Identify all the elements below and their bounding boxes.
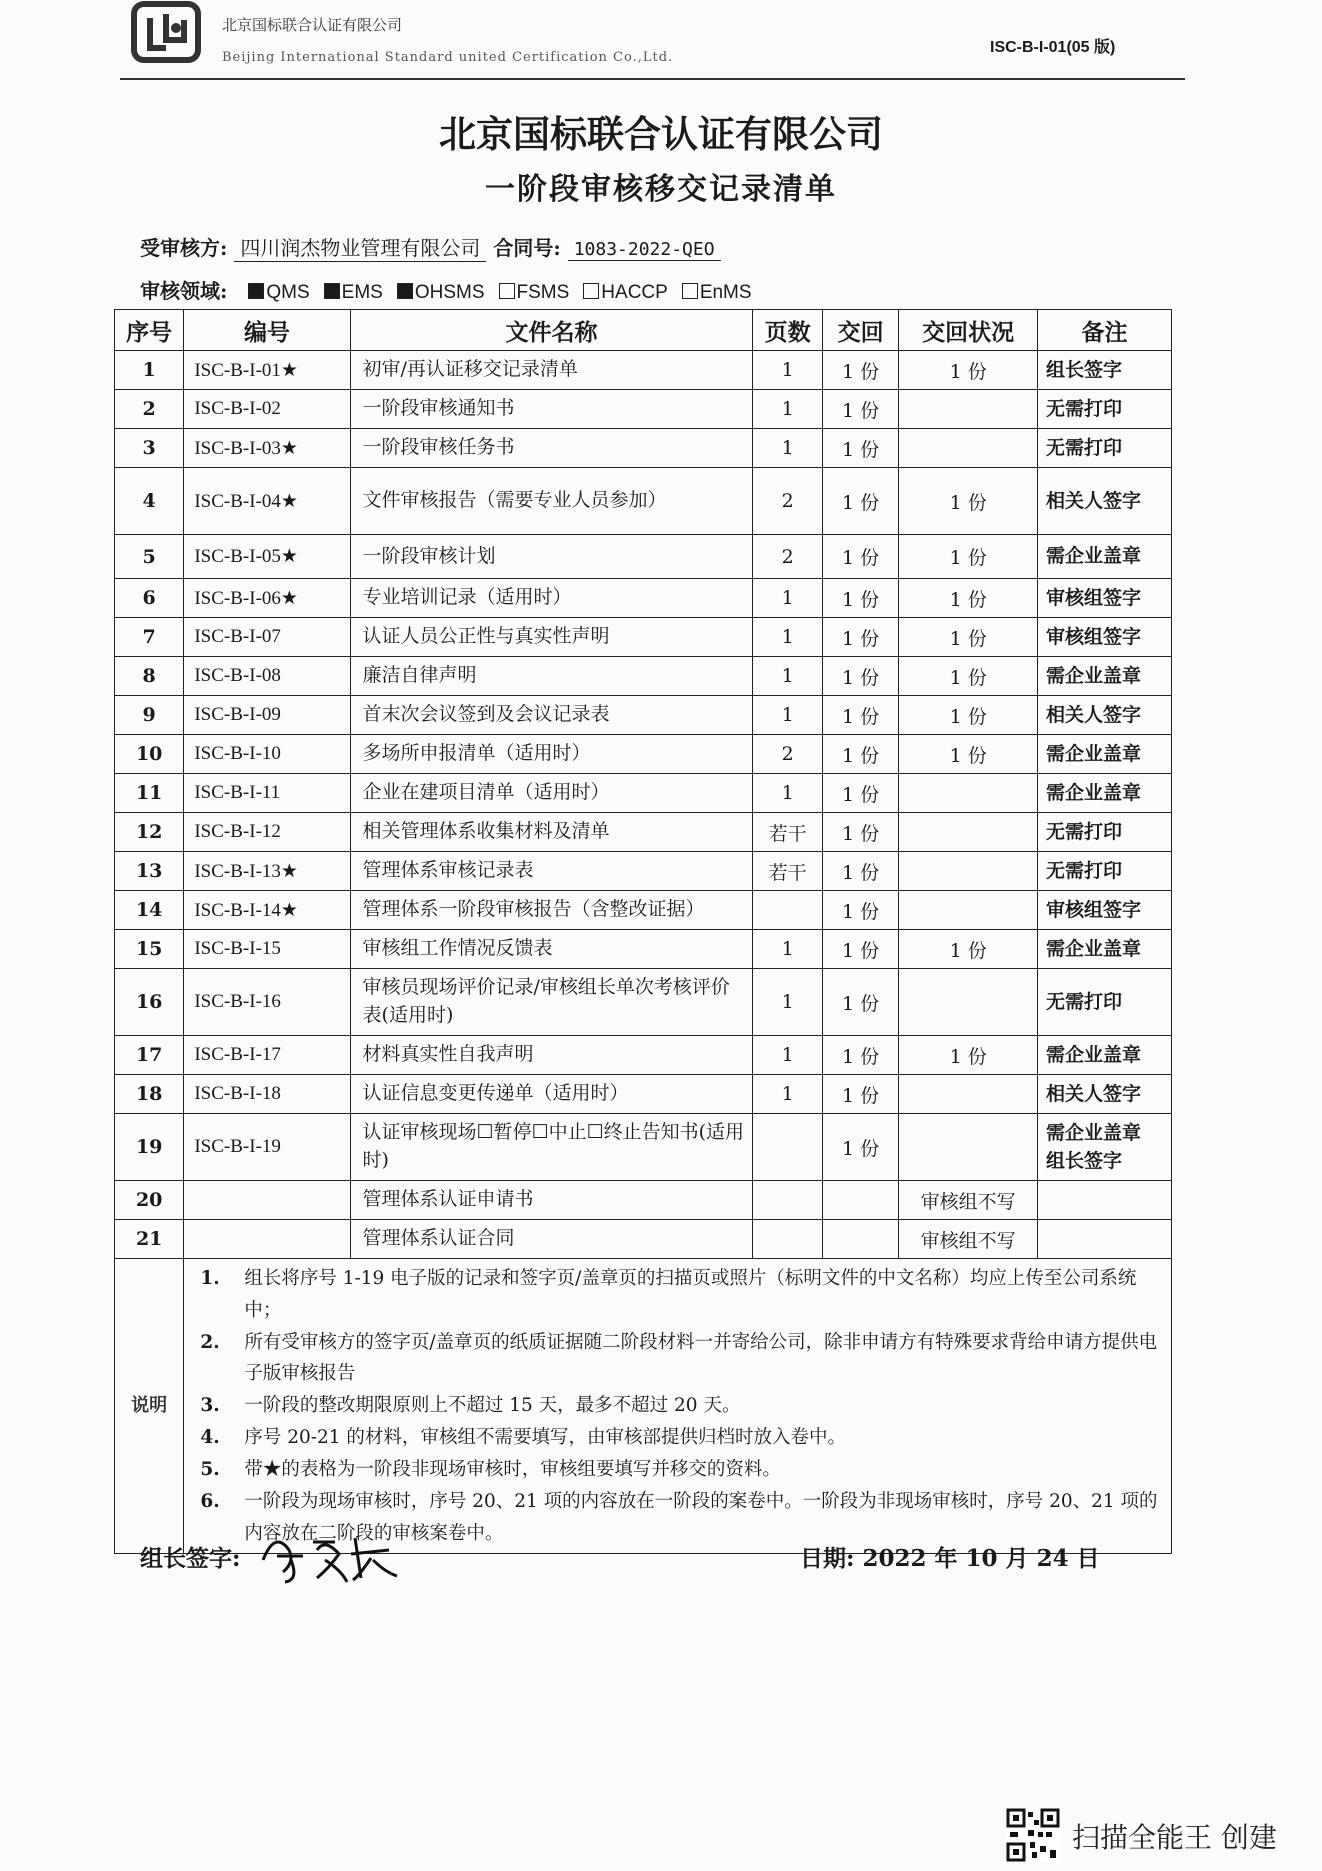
- cell-note: 需企业盖章: [1038, 774, 1172, 813]
- cell-name: 认证人员公正性与真实性声明: [350, 618, 753, 657]
- cell-seq: 17: [115, 1036, 184, 1075]
- cell-name: 认证信息变更传递单（适用时）: [350, 1075, 753, 1114]
- cell-pages: 1: [753, 696, 822, 735]
- note-item: [190, 1327, 1165, 1391]
- cell-returned: 1 份: [822, 891, 899, 930]
- cell-name: 管理体系一阶段审核报告（含整改证据）: [350, 891, 753, 930]
- header-code: 编号: [184, 310, 350, 351]
- company-name-cn: 北京国标联合认证有限公司: [222, 16, 403, 34]
- date-row: [800, 1540, 1100, 1573]
- cell-status: [899, 429, 1038, 468]
- header-name: 文件名称: [350, 310, 753, 351]
- cell-returned: 1 份: [822, 969, 899, 1036]
- cell-pages: [753, 891, 822, 930]
- table-row: [115, 774, 1172, 813]
- cell-pages: 若干: [753, 852, 822, 891]
- domain-checkbox-haccp: [583, 283, 599, 299]
- cell-pages: [753, 1114, 822, 1181]
- cell-note: [1038, 1181, 1172, 1220]
- notes-list: [184, 1259, 1172, 1554]
- cell-code: ISC-B-I-03★: [184, 429, 350, 468]
- cell-note: [1038, 1220, 1172, 1259]
- cell-status: 1 份: [899, 535, 1038, 579]
- cell-returned: 1 份: [822, 1036, 899, 1075]
- cell-returned: 1 份: [822, 852, 899, 891]
- table-row: [115, 696, 1172, 735]
- cell-note: 相关人签字: [1038, 1075, 1172, 1114]
- cell-pages: 1: [753, 969, 822, 1036]
- cell-name: 审核员现场评价记录/审核组长单次考核评价表(适用时): [350, 969, 753, 1036]
- cell-returned: 1 份: [822, 535, 899, 579]
- cell-code: ISC-B-I-05★: [184, 535, 350, 579]
- note-text: 一阶段为现场审核时，序号 20、21 项的内容放在一阶段的案卷中。一阶段为非现场审核时，序号 20、21 项的内容放在二阶段的审核案卷中。: [244, 1490, 1158, 1544]
- cell-status: 1 份: [899, 696, 1038, 735]
- cell-returned: 1 份: [822, 351, 899, 390]
- domain-checkbox-qms: [248, 283, 264, 299]
- table-row: [115, 1220, 1172, 1259]
- note-item: [190, 1454, 1165, 1486]
- auditee-value: 四川润杰物业管理有限公司: [234, 232, 486, 262]
- table-row: [115, 657, 1172, 696]
- contract-value: 1083-2022-QEO: [568, 239, 721, 261]
- cell-pages: 1: [753, 774, 822, 813]
- cell-note: 无需打印: [1038, 969, 1172, 1036]
- cell-code: [184, 1181, 350, 1220]
- cell-name: 初审/再认证移交记录清单: [350, 351, 753, 390]
- cell-name: 管理体系审核记录表: [350, 852, 753, 891]
- header-note: 备注: [1038, 310, 1172, 351]
- cell-pages: 1: [753, 429, 822, 468]
- cell-code: ISC-B-I-12: [184, 813, 350, 852]
- cell-code: ISC-B-I-08: [184, 657, 350, 696]
- date-value: 2022 年 10 月 24 日: [862, 1545, 1100, 1572]
- handwritten-signature: [255, 1520, 405, 1590]
- note-number: 3.: [200, 1395, 220, 1417]
- cell-seq: 19: [115, 1114, 184, 1181]
- cell-seq: 1: [115, 351, 184, 390]
- cell-code: ISC-B-I-09: [184, 696, 350, 735]
- cell-note: 组长签字: [1038, 351, 1172, 390]
- cell-code: ISC-B-I-13★: [184, 852, 350, 891]
- domain-label-qms: QMS: [266, 282, 310, 303]
- domain-label-ems: EMS: [341, 282, 383, 303]
- cell-seq: 14: [115, 891, 184, 930]
- cell-status: 1 份: [899, 618, 1038, 657]
- cell-returned: 1 份: [822, 930, 899, 969]
- cell-returned: 1 份: [822, 579, 899, 618]
- cell-note: 需企业盖章: [1038, 930, 1172, 969]
- cell-status: 1 份: [899, 657, 1038, 696]
- notes-row: [115, 1259, 1172, 1554]
- auditee-row: [140, 232, 721, 262]
- cell-name: 管理体系认证申请书: [350, 1181, 753, 1220]
- domain-label-ohsms: OHSMS: [414, 282, 485, 303]
- note-item: [190, 1263, 1165, 1327]
- cell-returned: 1 份: [822, 1075, 899, 1114]
- cell-status: 审核组不写: [899, 1220, 1038, 1259]
- note-number: 4.: [200, 1427, 220, 1449]
- cell-returned: 1 份: [822, 390, 899, 429]
- cell-seq: 4: [115, 468, 184, 535]
- cell-code: ISC-B-I-07: [184, 618, 350, 657]
- note-number: 1.: [200, 1268, 220, 1289]
- date-label: 日期:: [800, 1545, 855, 1572]
- cell-code: ISC-B-I-02: [184, 390, 350, 429]
- table-row: [115, 969, 1172, 1036]
- cell-returned: [822, 1220, 899, 1259]
- cell-returned: 1 份: [822, 429, 899, 468]
- page-subtitle: 一阶段审核移交记录清单: [485, 172, 837, 207]
- domain-checkbox-fsms: [499, 283, 515, 299]
- cell-code: ISC-B-I-04★: [184, 468, 350, 535]
- note-item: [190, 1390, 1165, 1422]
- cell-code: ISC-B-I-10: [184, 735, 350, 774]
- cell-pages: 若干: [753, 813, 822, 852]
- cell-note: 需企业盖章: [1038, 735, 1172, 774]
- domain-checkbox-ems: [324, 283, 340, 299]
- cell-status: 1 份: [899, 351, 1038, 390]
- cell-status: 1 份: [899, 930, 1038, 969]
- cell-seq: 21: [115, 1220, 184, 1259]
- cell-note: 审核组签字: [1038, 579, 1172, 618]
- cell-seq: 12: [115, 813, 184, 852]
- header-pages: 页数: [753, 310, 822, 351]
- cell-code: ISC-B-I-18: [184, 1075, 350, 1114]
- note-text: 带★的表格为一阶段非现场审核时，审核组要填写并移交的资料。: [244, 1458, 781, 1480]
- cell-status: 1 份: [899, 579, 1038, 618]
- leader-signature-label: 组长签字:: [140, 1545, 241, 1572]
- cell-name: 专业培训记录（适用时）: [350, 579, 753, 618]
- cell-status: [899, 852, 1038, 891]
- domain-label-fsms: FSMS: [516, 282, 570, 303]
- cell-seq: 3: [115, 429, 184, 468]
- audit-domains: [140, 275, 752, 304]
- cell-name: 材料真实性自我声明: [350, 1036, 753, 1075]
- cell-returned: 1 份: [822, 813, 899, 852]
- note-number: 5.: [200, 1458, 220, 1480]
- cell-name: 首末次会议签到及会议记录表: [350, 696, 753, 735]
- cell-status: [899, 774, 1038, 813]
- cell-name: 一阶段审核任务书: [350, 429, 753, 468]
- cell-pages: 2: [753, 735, 822, 774]
- cell-returned: 1 份: [822, 774, 899, 813]
- cell-note: 审核组签字: [1038, 891, 1172, 930]
- table-row: [115, 1036, 1172, 1075]
- cell-note: 需企业盖章 组长签字: [1038, 1114, 1172, 1181]
- cell-seq: 15: [115, 930, 184, 969]
- cell-seq: 11: [115, 774, 184, 813]
- cell-returned: 1 份: [822, 468, 899, 535]
- note-text: 所有受审核方的签字页/盖章页的纸质证据随二阶段材料一并寄给公司，除非申请方有特殊要求背给申请方提供电子版审核报告: [244, 1331, 1158, 1385]
- cell-status: [899, 1114, 1038, 1181]
- cell-status: [899, 1075, 1038, 1114]
- table-row: [115, 468, 1172, 535]
- note-text: 序号 20-21 的材料，审核组不需要填写，由审核部提供归档时放入卷中。: [244, 1427, 846, 1449]
- cell-seq: 18: [115, 1075, 184, 1114]
- table-row: [115, 618, 1172, 657]
- cell-pages: 1: [753, 618, 822, 657]
- cell-status: [899, 390, 1038, 429]
- transfer-record-table: [114, 309, 1172, 1554]
- domain-label-haccp: HACCP: [601, 282, 668, 303]
- cell-name: 一阶段审核通知书: [350, 390, 753, 429]
- cell-pages: [753, 1220, 822, 1259]
- note-number: 2.: [200, 1331, 220, 1353]
- cell-pages: 2: [753, 468, 822, 535]
- cell-name: 企业在建项目清单（适用时）: [350, 774, 753, 813]
- domain-checkbox-ohsms: [397, 283, 413, 299]
- cell-code: [184, 1220, 350, 1259]
- cell-code: ISC-B-I-15: [184, 930, 350, 969]
- cell-seq: 20: [115, 1181, 184, 1220]
- cell-seq: 2: [115, 390, 184, 429]
- header-returned: 交回: [822, 310, 899, 351]
- table-row: [115, 1114, 1172, 1181]
- table-header-row: [115, 310, 1172, 351]
- note-text: 组长将序号 1-19 电子版的记录和签字页/盖章页的扫描页或照片（标明文件的中文名称）均应上传至公司系统中；: [244, 1268, 1137, 1321]
- table-row: [115, 735, 1172, 774]
- header-divider: [120, 78, 1185, 80]
- cell-note: 无需打印: [1038, 813, 1172, 852]
- cell-code: ISC-B-I-17: [184, 1036, 350, 1075]
- cell-pages: 1: [753, 390, 822, 429]
- cell-pages: 1: [753, 1075, 822, 1114]
- cell-name: 审核组工作情况反馈表: [350, 930, 753, 969]
- table-row: [115, 429, 1172, 468]
- cell-code: ISC-B-I-11: [184, 774, 350, 813]
- cell-status: [899, 891, 1038, 930]
- cell-status: [899, 813, 1038, 852]
- cell-note: 需企业盖章: [1038, 657, 1172, 696]
- cell-pages: [753, 1181, 822, 1220]
- table-row: [115, 852, 1172, 891]
- cell-note: 无需打印: [1038, 429, 1172, 468]
- cell-seq: 13: [115, 852, 184, 891]
- table-row: [115, 1075, 1172, 1114]
- cell-note: 相关人签字: [1038, 696, 1172, 735]
- cell-seq: 9: [115, 696, 184, 735]
- cell-returned: 1 份: [822, 618, 899, 657]
- company-name-en: Beijing International Standard united Certification Co.,Ltd.: [222, 50, 674, 65]
- note-number: 6.: [200, 1490, 220, 1512]
- cell-status: 1 份: [899, 468, 1038, 535]
- table-row: [115, 535, 1172, 579]
- cell-note: 需企业盖章: [1038, 1036, 1172, 1075]
- cell-returned: 1 份: [822, 657, 899, 696]
- table-row: [115, 813, 1172, 852]
- cell-seq: 8: [115, 657, 184, 696]
- cell-note: 审核组签字: [1038, 618, 1172, 657]
- cell-seq: 5: [115, 535, 184, 579]
- cell-pages: 1: [753, 351, 822, 390]
- cell-status: 1 份: [899, 735, 1038, 774]
- qr-code-icon: [1006, 1808, 1060, 1862]
- cell-seq: 16: [115, 969, 184, 1036]
- cell-code: ISC-B-I-01★: [184, 351, 350, 390]
- cell-pages: 2: [753, 535, 822, 579]
- cell-name: 管理体系认证合同: [350, 1220, 753, 1259]
- header-status: 交回状况: [899, 310, 1038, 351]
- cell-status: [899, 969, 1038, 1036]
- page-title: 北京国标联合认证有限公司: [439, 113, 883, 156]
- cell-seq: 7: [115, 618, 184, 657]
- cell-name: 一阶段审核计划: [350, 535, 753, 579]
- table-row: [115, 930, 1172, 969]
- cell-pages: 1: [753, 657, 822, 696]
- cell-code: ISC-B-I-06★: [184, 579, 350, 618]
- cell-name: 文件审核报告（需要专业人员参加）: [350, 468, 753, 535]
- cell-name: 多场所申报清单（适用时）: [350, 735, 753, 774]
- domains-label: 审核领域:: [140, 279, 228, 303]
- cell-returned: [822, 1181, 899, 1220]
- cell-code: ISC-B-I-19: [184, 1114, 350, 1181]
- cell-pages: 1: [753, 930, 822, 969]
- cell-status: 1 份: [899, 1036, 1038, 1075]
- cell-seq: 10: [115, 735, 184, 774]
- table-row: [115, 1181, 1172, 1220]
- contract-label: 合同号:: [493, 236, 561, 260]
- table-row: [115, 579, 1172, 618]
- table-row: [115, 891, 1172, 930]
- cell-name: 廉洁自律声明: [350, 657, 753, 696]
- note-item: [190, 1422, 1165, 1454]
- cell-note: 无需打印: [1038, 390, 1172, 429]
- notes-label: 说明: [115, 1259, 184, 1554]
- cell-note: 需企业盖章: [1038, 535, 1172, 579]
- note-text: 一阶段的整改期限原则上不超过 15 天，最多不超过 20 天。: [244, 1395, 741, 1417]
- cell-returned: 1 份: [822, 735, 899, 774]
- auditee-label: 受审核方:: [140, 236, 228, 260]
- cell-returned: 1 份: [822, 1114, 899, 1181]
- cell-note: 相关人签字: [1038, 468, 1172, 535]
- scanner-watermark: 扫描全能王 创建: [1072, 1821, 1277, 1854]
- header-seq: 序号: [115, 310, 184, 351]
- domain-label-enms: EnMS: [699, 282, 752, 303]
- cell-seq: 6: [115, 579, 184, 618]
- cell-pages: 1: [753, 579, 822, 618]
- cell-pages: 1: [753, 1036, 822, 1075]
- table-row: [115, 351, 1172, 390]
- cell-status: 审核组不写: [899, 1181, 1038, 1220]
- cell-name: 认证审核现场☐暂停☐中止☐终止告知书(适用时): [350, 1114, 753, 1181]
- cell-name: 相关管理体系收集材料及清单: [350, 813, 753, 852]
- cell-code: ISC-B-I-16: [184, 969, 350, 1036]
- company-logo-icon: [128, 0, 208, 66]
- domain-checkbox-enms: [682, 283, 698, 299]
- cell-returned: 1 份: [822, 696, 899, 735]
- table-row: [115, 390, 1172, 429]
- cell-note: 无需打印: [1038, 852, 1172, 891]
- cell-code: ISC-B-I-14★: [184, 891, 350, 930]
- document-number: ISC-B-I-01(05 版): [990, 39, 1116, 56]
